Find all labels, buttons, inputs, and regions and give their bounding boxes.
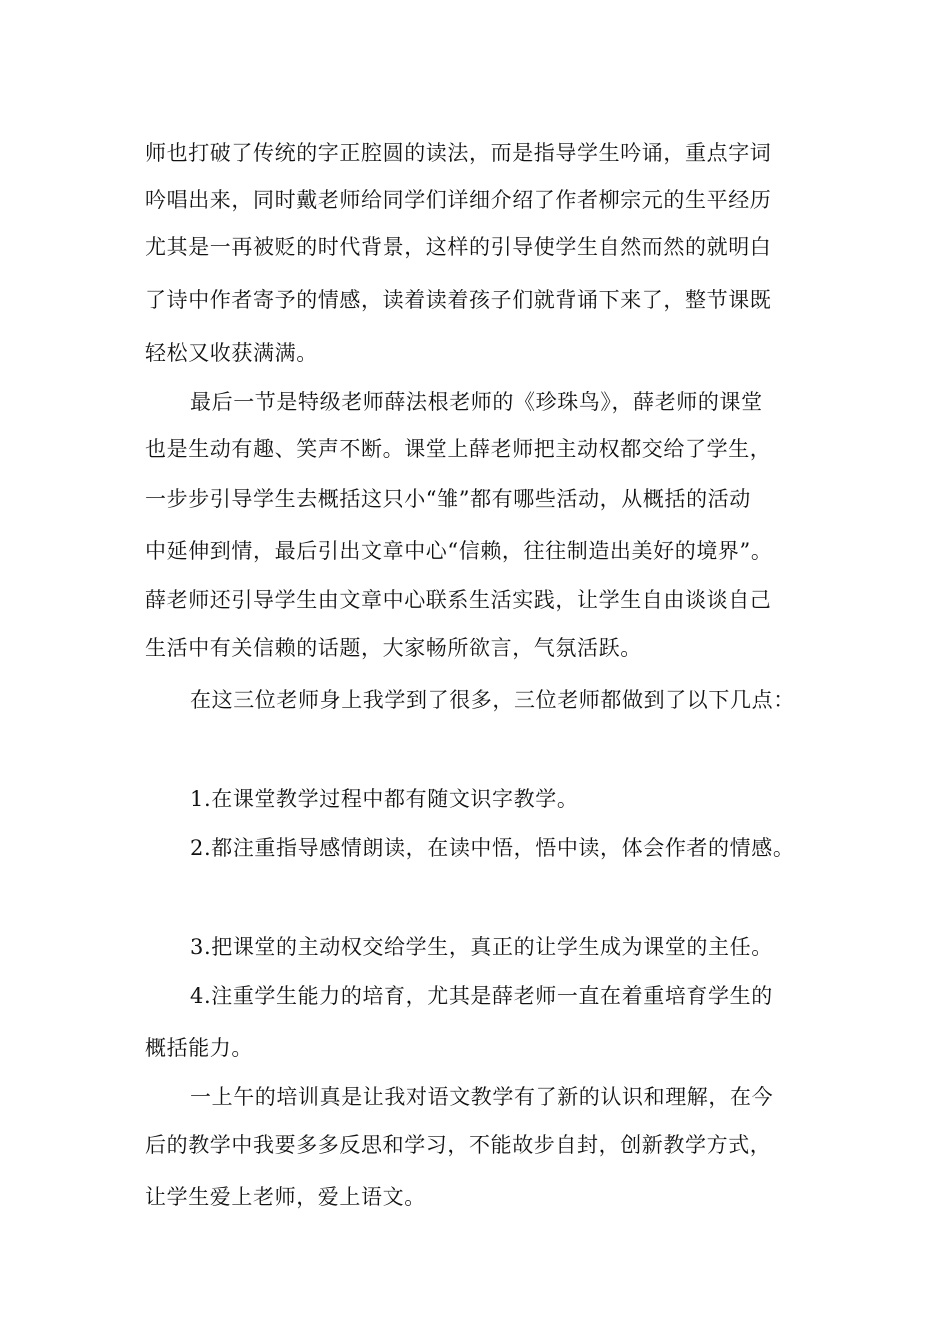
paragraph-3-line-1: 在这三位老师身上我学到了很多，三位老师都做到了以下几点：: [190, 688, 795, 712]
list-item-1: 1.在课堂教学过程中都有随文识字教学。: [190, 787, 579, 811]
paragraph-1-line-4: 了诗中作者寄予的情感，读着读着孩子们就背诵下来了，整节课既: [145, 288, 772, 312]
paragraph-1-line-5: 轻松又收获满满。: [145, 341, 318, 365]
paragraph-2-line-1: 最后一节是特级老师薛法根老师的《珍珠鸟》，薛老师的课堂: [190, 390, 763, 414]
paragraph-final-line-1: 一上午的培训真是让我对语文教学有了新的认识和理解，在今: [190, 1085, 774, 1109]
paragraph-2-line-5: 薛老师还引导学生由文章中心联系生活实践，让学生自由谈谈自己: [145, 588, 772, 612]
paragraph-1-line-2: 吟唱出来，同时戴老师给同学们详细介绍了作者柳宗元的生平经历: [145, 188, 772, 212]
paragraph-final-line-3: 让学生爱上老师，爱上语文。: [145, 1185, 426, 1209]
list-item-2: 2.都注重指导感情朗读，在读中悟，悟中读，体会作者的情感。: [190, 836, 795, 860]
paragraph-final-line-2: 后的教学中我要多多反思和学习，不能故步自封，创新教学方式，: [145, 1133, 772, 1157]
paragraph-2-line-3: 一步步引导学生去概括这只小“雏”都有哪些活动，从概括的活动: [145, 487, 751, 511]
list-item-3: 3.把课堂的主动权交给学生，真正的让学生成为课堂的主任。: [190, 935, 773, 959]
list-item-4-line-2: 概括能力。: [145, 1036, 253, 1060]
paragraph-2-line-2: 也是生动有趣、笑声不断。课堂上薛老师把主动权都交给了学生，: [145, 437, 772, 461]
list-item-4-line-1: 4.注重学生能力的培育，尤其是薛老师一直在着重培育学生的: [190, 984, 773, 1008]
paragraph-1-line-1: 师也打破了传统的字正腔圆的读法，而是指导学生吟诵，重点字词: [145, 141, 772, 165]
paragraph-1-line-3: 尤其是一再被贬的时代背景，这样的引导使学生自然而然的就明白: [145, 235, 772, 259]
paragraph-2-line-4: 中延伸到情，最后引出文章中心“信赖，往往制造出美好的境界”。: [145, 539, 773, 563]
paragraph-2-line-6: 生活中有关信赖的话题，大家畅所欲言，气氛活跃。: [145, 636, 642, 660]
